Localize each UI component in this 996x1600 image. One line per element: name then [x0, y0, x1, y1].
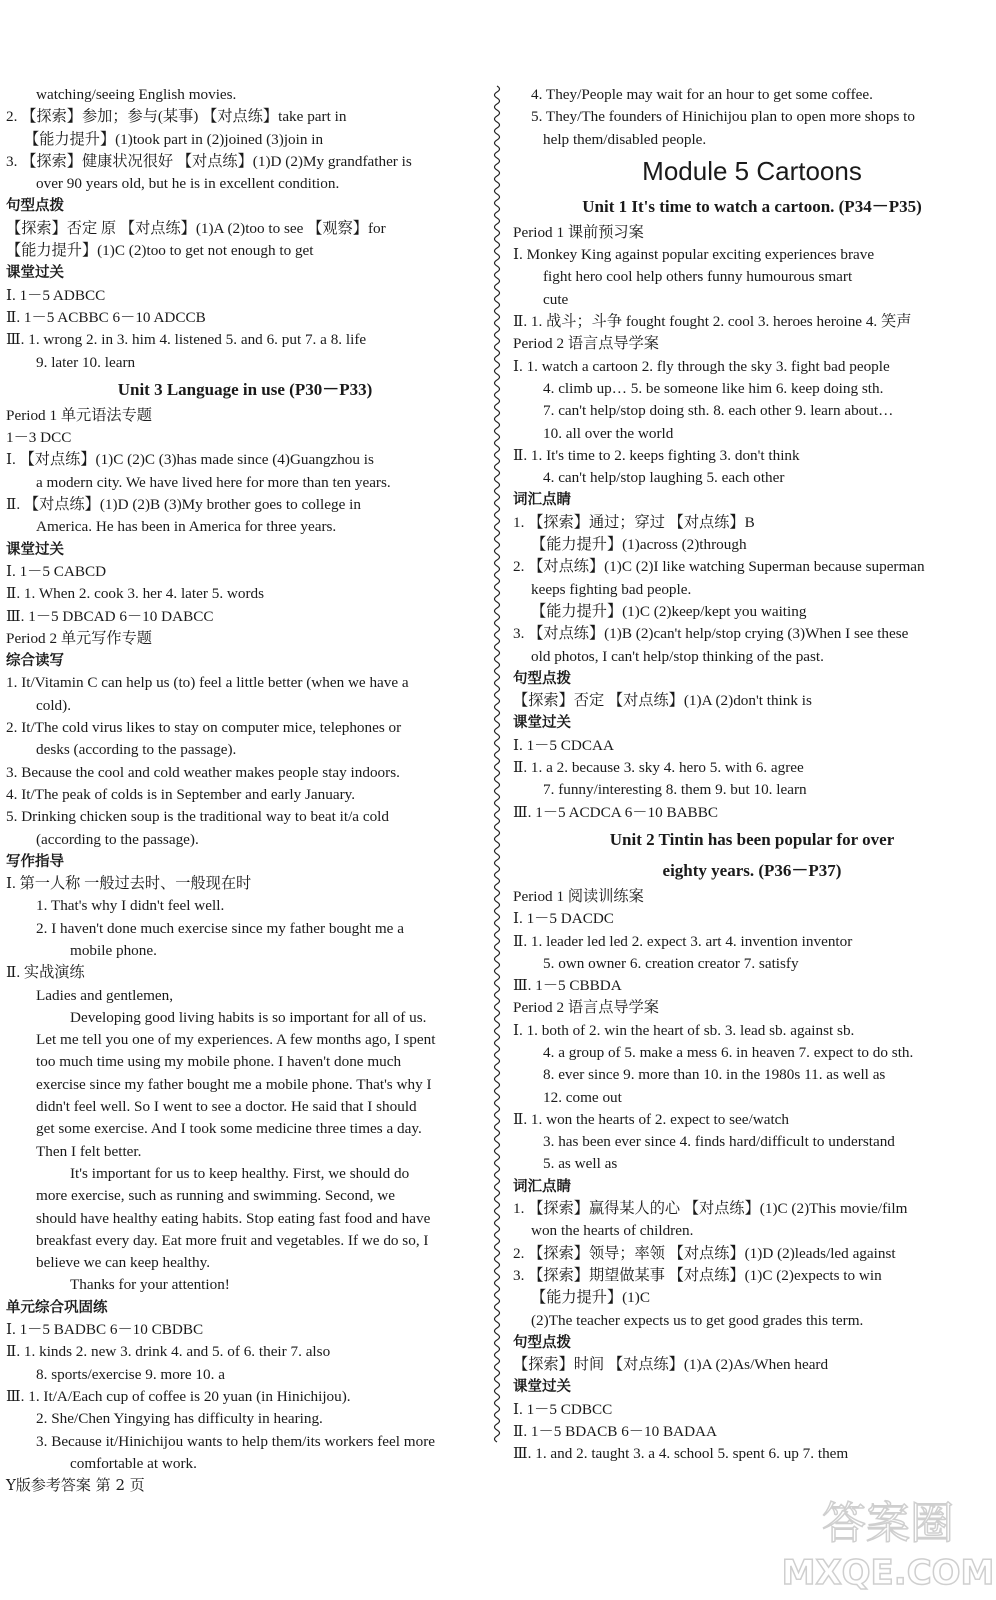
answer-line: Ⅱ. 1－5 ACBBC 6－10 ADCCB — [6, 308, 206, 326]
answer-line: 【探索】时间 【对点练】(1)A (2)As/When heard — [513, 1356, 829, 1374]
answer-line: 4. They/People may wait for an hour to get some coffee. — [531, 86, 873, 103]
answer-line: Ladies and gentlemen, — [36, 986, 174, 1004]
answer-line: Ⅰ. 1. both of 2. win the heart of sb. 3. lead sb. against sb. — [513, 1021, 855, 1039]
answer-line: keeps fighting bad people. — [531, 580, 692, 598]
answer-line: 9. later 10. learn — [36, 353, 136, 371]
answer-line: a modern city. We have lived here for more than ten years. — [36, 473, 391, 491]
answer-line: (according to the passage). — [36, 830, 199, 848]
answer-line: help them/disabled people. — [543, 130, 707, 148]
answer-line: 7. can't help/stop doing sth. 8. each other 9. learn about… — [543, 402, 894, 420]
answer-line: should have healthy eating habits. Stop eating fast food and have — [36, 1209, 431, 1227]
answer-line: 4. It/The peak of colds is in September and early January. — [6, 785, 356, 803]
answer-line: 2. 【探索】领导；率领 【对点练】(1)D (2)leads/led against — [513, 1244, 896, 1262]
unit-title: Unit 1 It's time to watch a cartoon. (P34－P35) — [582, 196, 922, 216]
answer-line: 5. Drinking chicken soup is the traditional way to beat it/a cold — [6, 808, 389, 826]
answer-line: Period 2 语言点导学案 — [513, 335, 659, 353]
answer-line: Ⅱ. 1－5 BDACB 6－10 BADAA — [513, 1423, 717, 1441]
section-heading: 词汇点睛 — [513, 1178, 571, 1195]
answer-line: desks (according to the passage). — [36, 741, 237, 759]
answer-line: America. He has been in America for three years. — [36, 518, 337, 536]
answer-line: Ⅰ. 【对点练】(1)C (2)C (3)has made since (4)Guangzhou is — [6, 451, 374, 469]
right-column — [513, 84, 991, 1466]
answer-line: 4. can't help/stop laughing 5. each other — [543, 469, 785, 487]
section-heading: 词汇点睛 — [513, 492, 571, 509]
answer-line: breakfast every day. Eat more fruit and vegetables. If we do so, I — [36, 1231, 429, 1249]
answer-line: 【能力提升】(1)C — [531, 1289, 650, 1307]
answer-line: Ⅲ. 1. It/A/Each cup of coffee is 20 yuan (in Hinichijou). — [6, 1387, 351, 1405]
answer-line: over 90 years old, but he is in excellent condition. — [36, 175, 340, 193]
unit-title: eighty years. (P36－P37) — [662, 860, 842, 880]
answer-line: 8. ever since 9. more than 10. in the 1980s 11. as well as — [543, 1066, 886, 1084]
answer-line: 4. climb up… 5. be someone like him 6. keep doing sth. — [543, 379, 884, 397]
answer-line: Period 2 语言点导学案 — [513, 999, 659, 1017]
answer-line: Ⅰ. 1. watch a cartoon 2. fly through the sky 3. fight bad people — [513, 357, 890, 375]
answer-line: more exercise, such as running and swimming. Second, we — [36, 1187, 395, 1205]
answer-line: Ⅰ. 1－5 CABCD — [6, 562, 107, 580]
answer-line: 2. I haven't done much exercise since my father bought me a — [36, 919, 404, 937]
answer-line: 1. That's why I didn't feel well. — [36, 897, 225, 915]
section-heading: 课堂过关 — [513, 1379, 571, 1396]
module-title: Module 5 Cartoons — [642, 155, 862, 186]
answer-line: 10. all over the world — [543, 424, 674, 442]
answer-line: Then I felt better. — [36, 1142, 142, 1160]
answer-line: won the hearts of children. — [531, 1222, 694, 1240]
answer-line: 2. It/The cold virus likes to stay on computer mice, telephones or — [6, 719, 402, 737]
answer-line: Ⅱ. 1. When 2. cook 3. her 4. later 5. words — [6, 585, 265, 603]
answer-line: 3. Because the cool and cold weather makes people stay indoors. — [6, 763, 400, 781]
section-heading: 课堂过关 — [6, 541, 64, 558]
section-heading: 句型点拨 — [513, 670, 571, 687]
answer-line: Ⅱ. 【对点练】(1)D (2)B (3)My brother goes to college in — [6, 496, 361, 514]
answer-line: 8. sports/exercise 9. more 10. a — [36, 1365, 225, 1383]
answer-line: 4. a group of 5. make a mess 6. in heaven 7. expect to do sth. — [543, 1043, 914, 1061]
answer-line: Ⅱ. 1. won the hearts of 2. expect to see/watch — [513, 1110, 790, 1128]
answer-line: comfortable at work. — [70, 1454, 197, 1472]
answer-line: Thanks for your attention! — [70, 1276, 230, 1294]
answer-line: 3. 【探索】健康状况很好 【对点练】(1)D (2)My grandfather is — [6, 152, 412, 170]
watermark-logo — [781, 1486, 995, 1596]
answer-line: fight hero cool help others funny humourous smart — [543, 268, 853, 286]
answer-line: Ⅱ. 1. leader led led 2. expect 3. art 4. invention inventor — [513, 932, 853, 950]
answer-line: 3. 【对点练】(1)B (2)can't help/stop crying (3)When I see these — [513, 625, 909, 643]
answer-line: 1. 【探索】赢得某人的心 【对点练】(1)C (2)This movie/film — [513, 1200, 908, 1218]
answer-line: Period 1 课前预习案 — [513, 223, 644, 241]
answer-line: (2)The teacher expects us to get good grades this term. — [531, 1311, 864, 1329]
answer-line: Ⅲ. 1－5 ACDCA 6－10 BABBC — [513, 803, 718, 821]
answer-line: Period 1 单元语法专题 — [6, 406, 152, 424]
answer-line: Ⅰ. 1－5 CDBCC — [513, 1400, 613, 1418]
answer-line: 1. 【探索】通过；穿过 【对点练】B — [513, 513, 755, 531]
answer-line: 1－3 DCC — [6, 429, 72, 447]
answer-line: watching/seeing English movies. — [36, 86, 237, 103]
answer-line: Ⅰ. 1－5 CDCAA — [513, 736, 614, 754]
answer-line: 2. 【探索】参加；参与(某事) 【对点练】take part in — [6, 108, 347, 126]
answer-line: Ⅱ. 实战演练 — [6, 964, 85, 982]
answer-line: mobile phone. — [70, 941, 157, 959]
answer-line: didn't feel well. So I went to see a doctor. He said that I should — [36, 1098, 417, 1116]
answer-line: Ⅰ. Monkey King against popular exciting experiences brave — [513, 246, 875, 264]
section-heading: 句型点拨 — [6, 198, 64, 215]
section-heading: 课堂过关 — [6, 265, 64, 282]
answer-line: Period 2 单元写作专题 — [6, 629, 152, 647]
answer-line: 2. She/Chen Yingying has difficulty in hearing. — [36, 1410, 323, 1428]
answer-line: 【能力提升】(1)C (2)too to get not enough to get — [6, 242, 314, 260]
answer-line: Ⅲ. 1－5 CBBDA — [513, 977, 622, 995]
answer-line: Ⅲ. 1－5 DBCAD 6－10 DABCC — [6, 607, 214, 625]
section-heading: 综合读写 — [6, 653, 64, 670]
left-column — [6, 84, 484, 1475]
answer-line: 【能力提升】(1)C (2)keep/kept you waiting — [531, 602, 807, 620]
answer-line: 7. funny/interesting 8. them 9. but 10. learn — [543, 781, 807, 799]
answer-line: 5. as well as — [543, 1155, 618, 1173]
answer-line: 3. Because it/Hinichijou wants to help them/its workers feel more — [36, 1432, 435, 1450]
section-heading: 写作指导 — [6, 853, 64, 870]
answer-line: get some exercise. And I took some medicine three times a day. — [36, 1120, 422, 1138]
answer-line: 5. They/The founders of Hinichijou plan to open more shops to — [531, 108, 915, 126]
unit-title: Unit 2 Tintin has been popular for over — [609, 829, 895, 849]
answer-line: 【探索】否定 【对点练】(1)A (2)don't think is — [513, 692, 812, 710]
answer-line: Ⅰ. 第一人称 一般过去时、一般现在时 — [6, 875, 252, 893]
section-heading: 句型点拨 — [513, 1334, 571, 1351]
answer-line: 【探索】否定 原 【对点练】(1)A (2)too to see 【观察】for — [6, 219, 386, 237]
answer-line: Ⅲ. 1. wrong 2. in 3. him 4. listened 5. and 6. put 7. a 8. life — [6, 331, 367, 349]
answer-line: 2. 【对点练】(1)C (2)I like watching Superman because superman — [513, 558, 925, 576]
answer-line: Ⅱ. 1. kinds 2. new 3. drink 4. and 5. of 6. their 7. also — [6, 1343, 331, 1361]
answer-line: 3. has been ever since 4. finds hard/difficult to understand — [543, 1133, 895, 1151]
watermark-text-bottom: MXQE.COM — [781, 1553, 995, 1593]
answer-line: 5. own owner 6. creation creator 7. satisfy — [543, 954, 799, 972]
answer-line: 【能力提升】(1)took part in (2)joined (3)join in — [24, 130, 324, 148]
answer-line: Ⅱ. 1. 战斗；斗争 fought fought 2. cool 3. heroes heroine 4. 笑声 — [513, 313, 912, 331]
answer-line: Ⅲ. 1. and 2. taught 3. a 4. school 5. spent 6. up 7. them — [513, 1445, 849, 1463]
answer-line: Ⅱ. 1. a 2. because 3. sky 4. hero 5. with 6. agree — [513, 759, 804, 777]
answer-line: old photos, I can't help/stop thinking of the past. — [531, 647, 824, 665]
answer-line: cold). — [36, 696, 72, 714]
section-heading: 单元综合巩固练 — [6, 1299, 108, 1316]
section-heading: 课堂过关 — [513, 715, 571, 732]
answer-line: Period 1 阅读训练案 — [513, 887, 644, 905]
answer-line: too much time using my mobile phone. I haven't done much — [36, 1053, 402, 1071]
answer-line: Ⅰ. 1－5 BADBC 6－10 CBDBC — [6, 1321, 204, 1339]
answer-line: It's important for us to keep healthy. First, we should do — [70, 1164, 410, 1182]
answer-line: Developing good living habits is so important for all of us. — [70, 1008, 427, 1026]
answer-line: 1. It/Vitamin C can help us (to) feel a little better (when we have a — [6, 674, 409, 692]
answer-line: Ⅱ. 1. It's time to 2. keeps fighting 3. don't think — [513, 446, 800, 464]
page-footer: Y版参考答案 第 2 页 — [6, 1476, 145, 1494]
watermark-text-top: 答案圈 — [822, 1498, 954, 1549]
answer-line: exercise since my father bought me a mobile phone. That's why I — [36, 1075, 432, 1093]
answer-line: believe we can keep healthy. — [36, 1254, 211, 1272]
answer-line: Ⅰ. 1－5 ADBCC — [6, 286, 106, 304]
answer-line: 3. 【探索】期望做某事 【对点练】(1)C (2)expects to win — [513, 1266, 882, 1284]
answer-line: 【能力提升】(1)across (2)through — [531, 536, 747, 554]
column-divider — [490, 86, 504, 1436]
answer-line: cute — [543, 290, 569, 308]
answer-line: Let me tell you one of my experiences. A few months ago, I spent — [36, 1031, 436, 1049]
answer-line: 12. come out — [543, 1088, 622, 1106]
answer-line: Ⅰ. 1－5 DACDC — [513, 910, 614, 928]
unit-title: Unit 3 Language in use (P30－P33) — [117, 379, 373, 399]
